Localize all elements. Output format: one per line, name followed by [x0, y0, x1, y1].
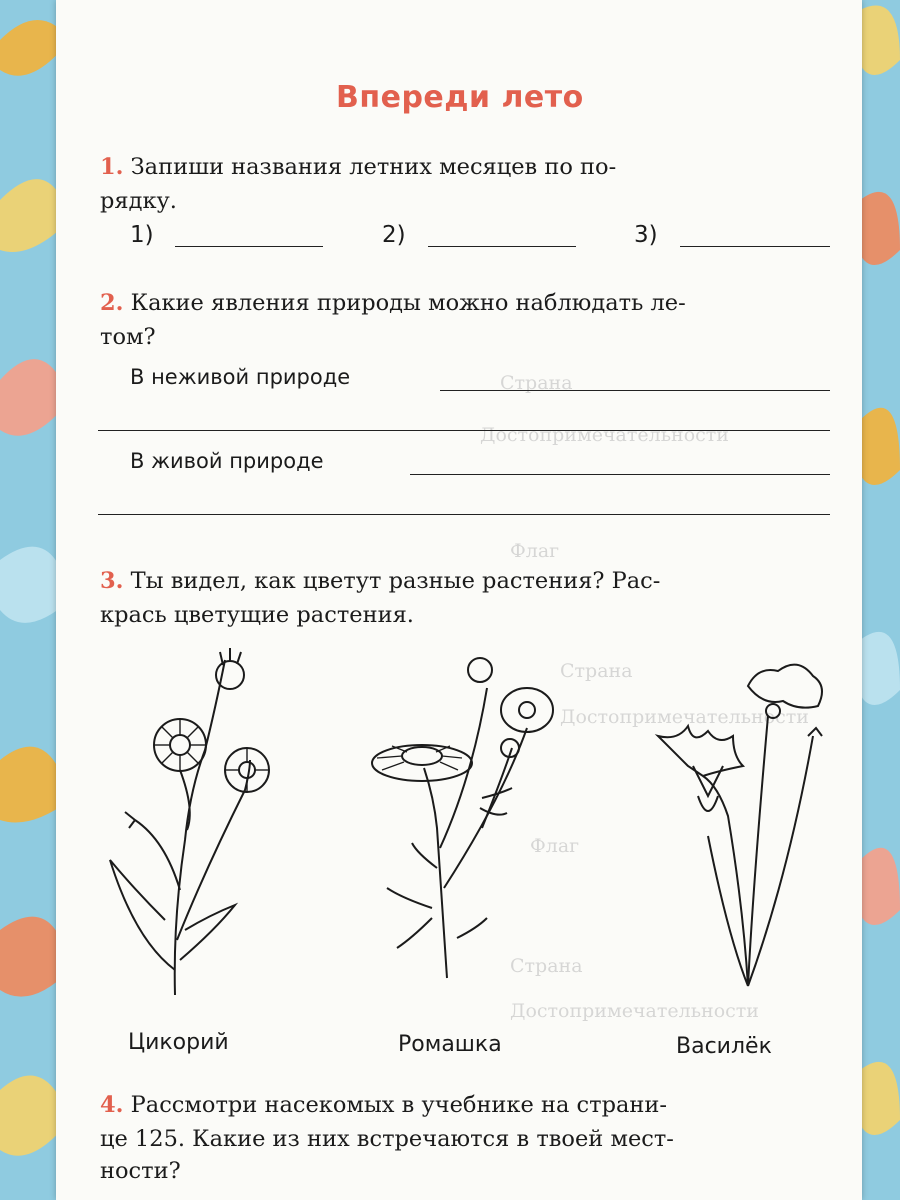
- answer-slot-label: 3): [634, 222, 658, 248]
- question-number: 3.: [100, 568, 124, 594]
- plant-label-chamomile: Ромашка: [398, 1032, 502, 1057]
- bleed-text: Флаг: [530, 835, 580, 857]
- question-text: рядку.: [100, 188, 177, 214]
- answer-slot-label: 1): [130, 222, 154, 248]
- living-nature-label: В живой природе: [130, 449, 324, 473]
- chicory-drawing[interactable]: [95, 640, 295, 1010]
- question-text: Рассмотри насекомых в учебнике на страни-: [130, 1092, 667, 1118]
- answer-line[interactable]: [680, 246, 830, 247]
- bleed-text: Достопримечательности: [560, 706, 809, 728]
- plant-label-chicory: Цикорий: [128, 1030, 229, 1055]
- question-text: том?: [100, 324, 156, 350]
- question-4: [100, 1086, 840, 1124]
- question-1-continuation: [100, 182, 840, 220]
- question-3-continuation: [100, 596, 840, 634]
- answer-line[interactable]: [98, 430, 830, 431]
- bleed-text: Страна: [500, 372, 573, 394]
- question-text: Ты видел, как цветут разные растения? Рас-: [130, 568, 661, 594]
- question-text: це 125. Какие из них встречаются в твоей мест-: [100, 1126, 674, 1152]
- answer-line[interactable]: [175, 246, 323, 247]
- bleed-text: Флаг: [510, 540, 560, 562]
- page-title: Впереди лето: [336, 80, 584, 115]
- question-4-continuation: [100, 1152, 840, 1190]
- bleed-text: Страна: [510, 955, 583, 977]
- question-text: Запиши названия летних месяцев по по-: [130, 154, 617, 180]
- plant-label-cornflower: Василёк: [676, 1034, 772, 1059]
- question-number: 1.: [100, 154, 124, 180]
- question-number: 4.: [100, 1092, 124, 1118]
- question-2: [100, 284, 840, 322]
- bleed-text: Страна: [560, 660, 633, 682]
- question-text: крась цветущие растения.: [100, 602, 414, 628]
- question-1: [100, 148, 840, 186]
- question-3: [100, 562, 840, 600]
- bleed-text: Достопримечательности: [480, 424, 729, 446]
- chamomile-drawing[interactable]: [362, 648, 572, 988]
- answer-line[interactable]: [410, 474, 830, 475]
- question-text: ности?: [100, 1158, 181, 1184]
- question-2-continuation: [100, 318, 840, 356]
- answer-line[interactable]: [428, 246, 576, 247]
- answer-line[interactable]: [98, 514, 830, 515]
- answer-slot-label: 2): [382, 222, 406, 248]
- nonliving-nature-label: В неживой природе: [130, 365, 351, 389]
- question-text: Какие явления природы можно наблюдать ле-: [130, 290, 686, 316]
- bleed-text: Достопримечательности: [510, 1000, 759, 1022]
- cornflower-drawing[interactable]: [648, 656, 838, 996]
- question-number: 2.: [100, 290, 124, 316]
- answer-line[interactable]: [440, 390, 830, 391]
